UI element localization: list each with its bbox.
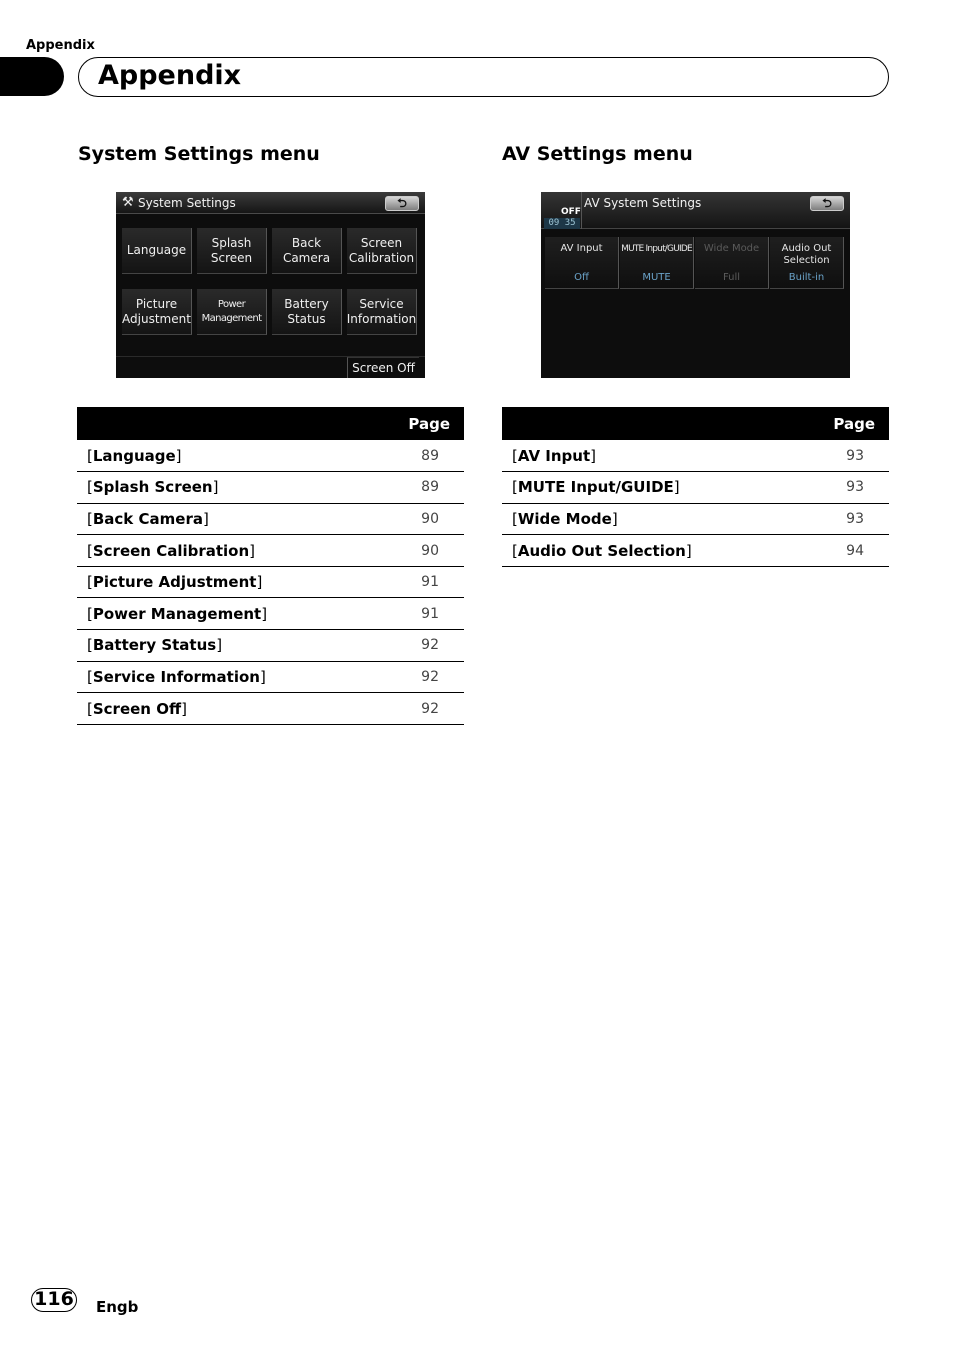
setting-name: Picture Adjustment (92, 573, 257, 592)
item-value: Off (574, 272, 589, 283)
language-code: Engb (96, 1298, 139, 1316)
table-header-row (77, 407, 464, 440)
language-button[interactable] (122, 228, 192, 274)
av-input-button[interactable] (545, 237, 619, 289)
button-line2: Information (346, 311, 417, 326)
setting-name: Screen Off (92, 699, 182, 718)
page-number-cell: 93 (819, 503, 889, 535)
setting-name: Power Management (92, 604, 262, 623)
item-label: Wide Mode (703, 243, 760, 254)
page-number: 116 (31, 1288, 77, 1312)
back-button[interactable]: ⮌ (810, 196, 844, 211)
setting-name-cell: [Back Camera] (77, 503, 394, 535)
av-settings-heading (502, 143, 693, 165)
table-row (77, 566, 464, 598)
setting-name: Wide Mode (517, 509, 612, 528)
source-status: OFF (561, 207, 581, 217)
item-label (770, 243, 843, 267)
page-column-header: Page (502, 407, 889, 440)
setting-name-cell: [Wide Mode] (502, 503, 819, 535)
page-number-cell: 94 (819, 535, 889, 567)
wide-mode-button[interactable] (695, 237, 769, 289)
setting-name: Back Camera (92, 509, 203, 528)
table-row (502, 440, 889, 472)
system-screen-title: System Settings (138, 196, 236, 210)
table-row (77, 503, 464, 535)
table-row (77, 535, 464, 567)
button-line2: Status (287, 311, 326, 326)
button-line1: Picture (135, 296, 178, 311)
page-number-cell: 93 (819, 440, 889, 472)
battery-status-button[interactable] (272, 289, 342, 335)
table-row (77, 661, 464, 693)
item-value: MUTE (642, 272, 671, 283)
setting-name-cell: [Picture Adjustment] (77, 566, 394, 598)
page-number-cell: 92 (394, 661, 464, 693)
back-camera-button[interactable] (272, 228, 342, 274)
table-header-row (502, 407, 889, 440)
setting-name-cell: [Audio Out Selection] (502, 535, 819, 567)
setting-name-cell: [MUTE Input/GUIDE] (502, 472, 819, 504)
setting-name-cell: [Power Management] (77, 598, 394, 630)
mute-input-guide-button[interactable] (620, 237, 694, 289)
item-label: AV Input (560, 243, 603, 254)
button-line2: Adjustment (122, 311, 191, 326)
page-column-header: Page (77, 407, 464, 440)
av-screen-title: AV System Settings (584, 196, 702, 210)
av-settings-table (502, 407, 889, 567)
page-number-cell: 92 (394, 693, 464, 725)
item-value: Built-in (788, 272, 825, 283)
table-row (502, 472, 889, 504)
system-settings-heading (78, 143, 320, 165)
system-screen-titlebar (116, 192, 425, 214)
table-row (502, 535, 889, 567)
item-label-line1: Audio Out (781, 243, 832, 254)
setting-name: Battery Status (92, 636, 217, 655)
button-line2: Management (201, 312, 262, 324)
system-settings-table (77, 407, 464, 725)
clock-display: 09 35 (544, 218, 580, 229)
table-row (502, 503, 889, 535)
page-number-cell: 90 (394, 535, 464, 567)
setting-name: MUTE Input/GUIDE (517, 478, 674, 497)
setting-name-cell: [Language] (77, 440, 394, 472)
item-value: Full (722, 272, 741, 283)
table-row (77, 598, 464, 630)
setting-name: Language (92, 446, 176, 465)
av-settings-screenshot (541, 192, 850, 378)
picture-adjustment-button[interactable] (122, 289, 192, 335)
service-information-button[interactable] (347, 289, 417, 335)
item-label-line2: Selection (783, 255, 830, 266)
page-number-cell: 91 (394, 598, 464, 630)
setting-name-cell: [Battery Status] (77, 630, 394, 662)
setting-name: Service Information (92, 667, 260, 686)
av-heading-suffix: menu (633, 143, 693, 165)
item-label: MUTE Input/GUIDE (621, 244, 692, 254)
button-line1: Language (126, 243, 187, 257)
page-title: Appendix (98, 60, 242, 91)
page-number-cell: 91 (394, 566, 464, 598)
page-number-cell: 93 (819, 472, 889, 504)
setting-name: Audio Out Selection (517, 541, 686, 560)
setting-name-cell: [AV Input] (502, 440, 819, 472)
button-line2: Calibration (348, 250, 415, 265)
setting-name-cell: [Splash Screen] (77, 472, 394, 504)
setting-name-cell: [Service Information] (77, 661, 394, 693)
page-number-cell: 92 (394, 630, 464, 662)
button-line1: Power (217, 298, 246, 310)
tools-icon: ⚒ (122, 195, 134, 210)
setting-name: Splash Screen (92, 478, 213, 497)
system-heading-suffix: menu (260, 143, 320, 165)
page-number-cell: 89 (394, 472, 464, 504)
table-row (77, 630, 464, 662)
title-tab-marker (0, 57, 64, 96)
button-line1: Splash (211, 235, 252, 250)
table-row (77, 472, 464, 504)
av-heading-prefix: AV Settings (502, 143, 627, 165)
button-line2: Screen (210, 250, 253, 265)
audio-out-selection-button[interactable] (770, 237, 844, 289)
page-number-cell: 90 (394, 503, 464, 535)
screen-off-button[interactable]: Screen Off (347, 357, 419, 378)
system-heading-prefix: System Settings (78, 143, 254, 165)
button-line1: Screen (360, 235, 403, 250)
table-row (77, 693, 464, 725)
table-row (77, 440, 464, 472)
av-screen-titlebar (541, 192, 850, 229)
button-line1: Back (291, 235, 322, 250)
back-button[interactable]: ⮌ (385, 196, 419, 211)
button-line1: Service (359, 296, 404, 311)
splash-screen-button[interactable] (197, 228, 267, 274)
setting-name-cell: [Screen Calibration] (77, 535, 394, 567)
page-number-cell: 89 (394, 440, 464, 472)
running-head: Appendix (26, 38, 95, 53)
setting-name: Screen Calibration (92, 541, 250, 560)
button-line2: Camera (282, 250, 331, 265)
button-line1: Battery (284, 296, 329, 311)
power-management-button[interactable] (197, 289, 267, 335)
titlebar-divider (581, 192, 582, 229)
system-settings-screenshot (116, 192, 425, 378)
screen-calibration-button[interactable] (347, 228, 417, 274)
setting-name: AV Input (517, 446, 591, 465)
setting-name-cell: [Screen Off] (77, 693, 394, 725)
